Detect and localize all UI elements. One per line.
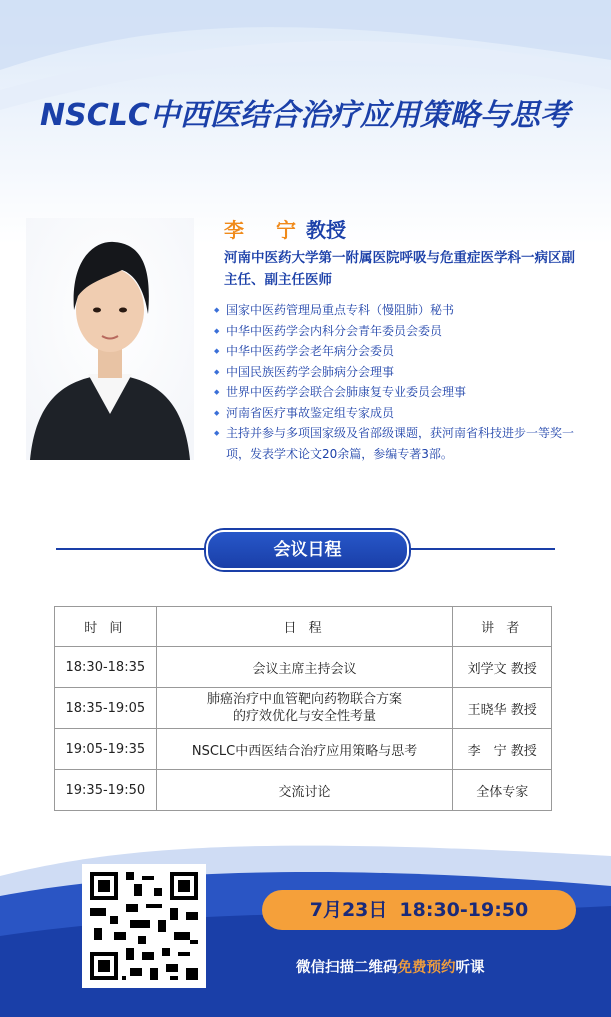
event-date-time — [262, 890, 576, 930]
column-header-speaker: 讲 者 — [453, 607, 552, 647]
column-header-time: 时 间 — [55, 607, 157, 647]
cta-suffix: 听课 — [455, 960, 485, 976]
list-item: ◆ 中国民族医药学会肺病分会理事 — [214, 362, 594, 383]
divider-left — [56, 548, 206, 550]
cell-speaker: 王晓华 教授 — [453, 688, 552, 729]
qr-code[interactable] — [82, 864, 206, 988]
list-item: ◆ 主持并参与多项国家级及省部级课题，获河南省科技进步一等奖一项，发表学术论文20余篇，参编专著3部。 — [214, 423, 594, 464]
cell-time: 18:35-19:05 — [55, 688, 157, 729]
list-item: ◆ 世界中医药学会联合会肺康复专业委员会理事 — [214, 382, 594, 403]
speaker-roles-list — [214, 300, 594, 464]
event-date: 7月23日 — [309, 899, 388, 921]
agenda-heading: 会议日程 — [206, 530, 409, 570]
list-item: ◆ 中华中医药学会老年病分会委员 — [214, 341, 594, 362]
divider-right — [405, 548, 555, 550]
cell-speaker: 李 宁 教授 — [453, 729, 552, 770]
speaker-name — [224, 214, 346, 243]
list-item: ◆ 中华中医药学会内科分会青年委员会委员 — [214, 321, 594, 342]
qr-code-icon — [82, 864, 206, 988]
list-item: ◆ 河南省医疗事故鉴定组专家成员 — [214, 403, 594, 424]
agenda-table — [54, 606, 552, 811]
speaker-affiliation: 河南中医药大学第一附属医院呼吸与危重症医学科一病区副主任、副主任医师 — [224, 250, 575, 288]
speaker-title: 教授 — [306, 218, 346, 242]
table-row — [55, 688, 552, 729]
page-title: NSCLC中西医结合治疗应用策略与思考 — [40, 98, 570, 133]
table-row — [55, 647, 552, 688]
speaker-name-text: 李 宁 — [224, 218, 302, 242]
cell-topic: NSCLC中西医结合治疗应用策略与思考 — [156, 729, 453, 770]
cell-topic: 交流讨论 — [156, 770, 453, 811]
cell-topic: 会议主席主持会议 — [156, 647, 453, 688]
cell-speaker: 全体专家 — [453, 770, 552, 811]
table-header-row — [55, 607, 552, 647]
list-item: ◆ 国家中医药管理局重点专科（慢阻肺）秘书 — [214, 300, 594, 321]
table-row — [55, 770, 552, 811]
cta-highlight: 免费预约 — [397, 960, 456, 976]
cta-text — [296, 956, 485, 977]
table-row — [55, 729, 552, 770]
event-time: 18:30-19:50 — [399, 899, 529, 921]
cta-prefix: 微信扫描二维码 — [296, 960, 398, 976]
cell-time: 19:35-19:50 — [55, 770, 157, 811]
speaker-photo — [26, 218, 194, 460]
column-header-topic: 日 程 — [156, 607, 453, 647]
cell-time: 19:05-19:35 — [55, 729, 157, 770]
cell-time: 18:30-18:35 — [55, 647, 157, 688]
cell-speaker: 刘学文 教授 — [453, 647, 552, 688]
cell-topic: 肺癌治疗中血管靶向药物联合方案的疗效优化与安全性考量 — [156, 688, 453, 729]
